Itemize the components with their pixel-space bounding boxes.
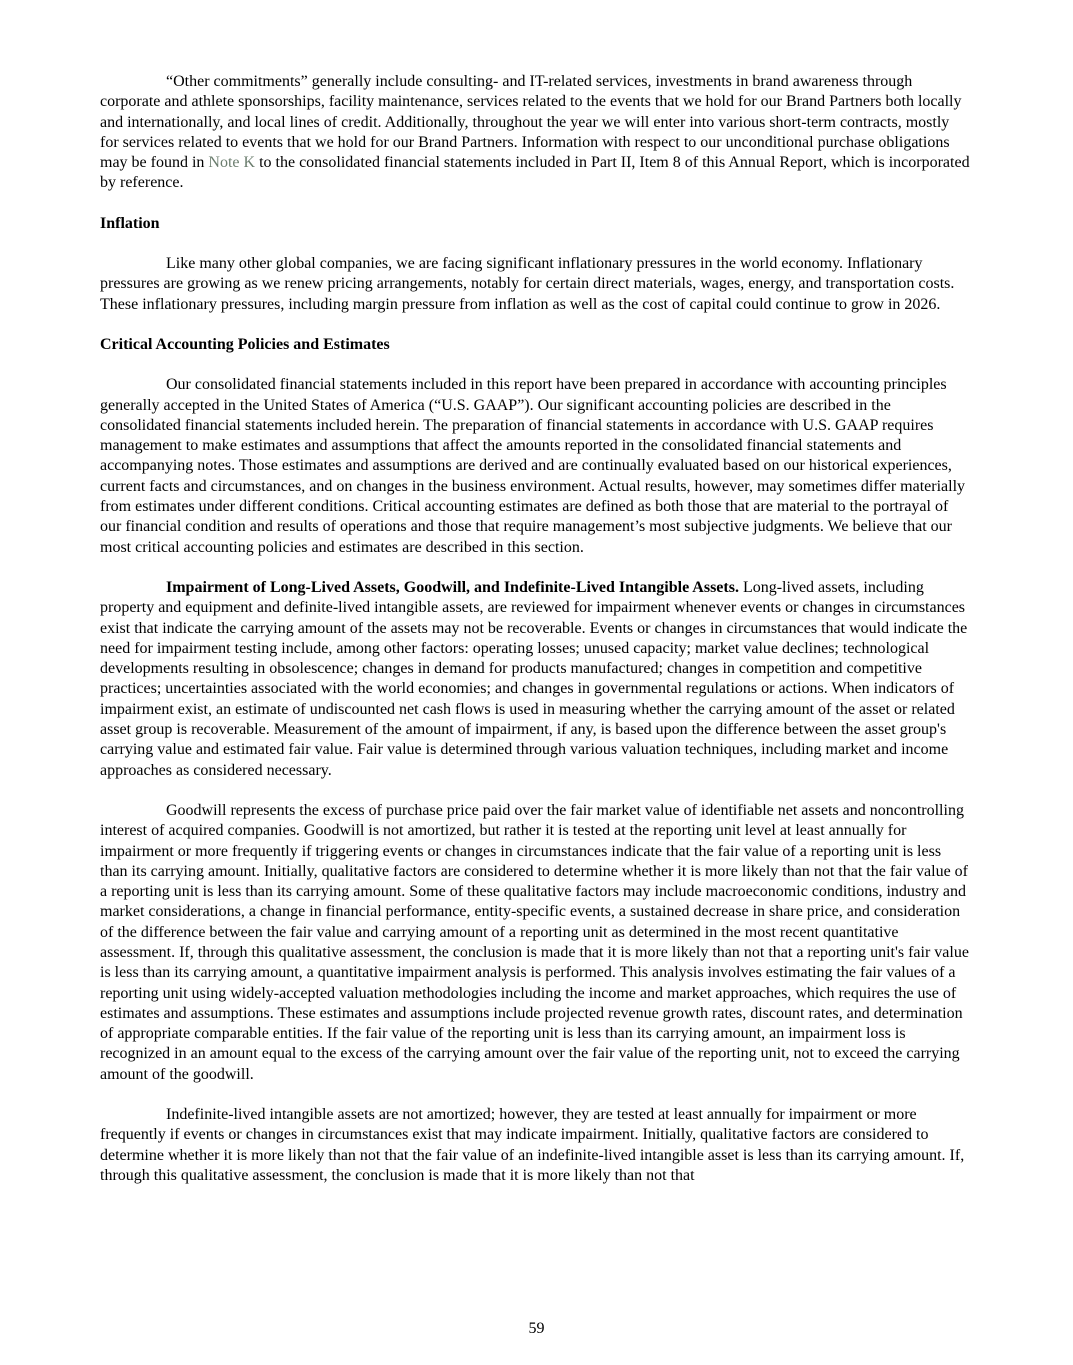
paragraph-impairment-bold-lead: Impairment of Long-Lived Assets, Goodwill, and Indefinite-Lived Intangible Assets. <box>166 578 739 596</box>
note-k-link[interactable]: Note K <box>208 154 256 172</box>
heading-inflation: Inflation <box>100 214 160 232</box>
heading-critical-accounting-policies: Critical Accounting Policies and Estimates <box>100 335 390 353</box>
paragraph-indefinite-lived: Indefinite-lived intangible assets are not amortized; however, they are tested at least annually for impairment or more frequently if events or changes in circumstances exist that may indicate impairment. Initially, qualitative factors are considered to determine whether it is more likely than not that the fair value of an indefinite-lived intangible asset is less than its carrying amount. If, through this qualitative assessment, the conclusion is made that it is more likely than not that <box>100 1106 965 1184</box>
paragraph-inflation: Like many other global companies, we are facing significant inflationary pressures in the world economy. Inflationary pressures are growing as we renew pricing arrangements, notably for certain direct materials, wages, energy, and transportation costs. These inflationary pressures, including margin pressure from inflation as well as the cost of capital could continue to grow in 2026. <box>100 255 955 313</box>
paragraph-goodwill: Goodwill represents the excess of purchase price paid over the fair market value of identifiable net assets and noncontrolling interest of acquired companies. Goodwill is not amortized, but rather it is tested at the reporting unit level at least annually for impairment or more frequently if triggering events or changes in circumstances indicate that the fair value of a reporting unit is less than its carrying amount. Initially, qualitative factors are considered to determine whether it is more likely than not that the fair value of a reporting unit is less than its carrying amount. Some of these qualitative factors may include macroeconomic conditions, industry and market considerations, a change in financial performance, entity-specific events, a sustained decrease in share price, and consideration of the difference between the fair value and carrying amount of a reporting unit as determined in the most recent quantitative assessment. If, through this qualitative assessment, the conclusion is made that it is more likely than not that a reporting unit's fair value is less than its carrying amount, a quantitative impairment analysis is performed. This analysis involves estimating the fair values of a reporting unit using widely-accepted valuation methodologies including the income and market approaches, which requires the use of estimates and assumptions. These estimates and assumptions include projected revenue growth rates, discount rates, and determination of appropriate comparable entities. If the fair value of the reporting unit is less than its carrying amount, an impairment loss is recognized in an amount equal to the excess of the carrying amount over the fair value of the reporting unit, not to exceed the carrying amount of the goodwill. <box>100 801 969 1083</box>
paragraph-impairment-text: Long-lived assets, including property and equipment and definite-lived intangible assets, are reviewed for impairment whenever events or changes in circumstances exist that indicate the carrying amount of the assets may not be recoverable. Events or changes in circumstances that would indicate the need for impairment testing include, among other factors: operating losses; unused capacity; market value declines; technological developments resulting in obsolescence; changes in demand for products manufactured; changes in competition and competitive practices; uncertainties associated with the world economies; and changes in governmental regulations or actions. When indicators of impairment exist, an estimate of undiscounted net cash flows is used in measuring whether the carrying amount of the asset or related asset group is recoverable. Measurement of the amount of impairment, if any, is based upon the difference between the asset group's carrying value and estimated fair value. Fair value is determined through various valuation techniques, including market and income approaches as considered necessary. <box>100 578 968 779</box>
page-number: 59 <box>528 1320 545 1337</box>
paragraph-other-commitments <box>100 72 970 194</box>
paragraph-critical-accounting-policies: Our consolidated financial statements included in this report have been prepared in accordance with accounting principles generally accepted in the United States of America (“U.S. GAAP”). Our significant accounting policies are described in the consolidated financial statements included herein. The preparation of financial statements in accordance with U.S. GAAP requires management to make estimates and assumptions that affect the amounts reported in the consolidated financial statements and accompanying notes. Those estimates and assumptions are derived and are continually evaluated based on our historical experiences, current facts and circumstances, and on changes in the business environment. Actual results, however, may sometimes differ materially from estimates under different conditions. Critical accounting estimates are defined as both those that are material to the portrayal of our financial condition and results of operations and those that require management’s most subjective judgments. We believe that our most critical accounting policies and estimates are described in this section. <box>100 376 966 556</box>
paragraph-other-commitments-text-before: “Other commitments” generally include consulting- and IT-related services, investments in brand awareness through corporate and athlete sponsorships, facility maintenance, services related to the events that we hold for our Brand Partners both locally and internationally, and local lines of credit. Additionally, throughout the year we will enter into various short-term contracts, mostly for services related to events that we hold for our Brand Partners. Information with respect to our unconditional purchase obligations may be found in <box>100 73 962 172</box>
paragraph-impairment <box>100 578 970 781</box>
paragraph-other-commitments-text-after: to the consolidated financial statements included in Part II, Item 8 of this Annual Report, which is incorporated by reference. <box>100 154 970 192</box>
